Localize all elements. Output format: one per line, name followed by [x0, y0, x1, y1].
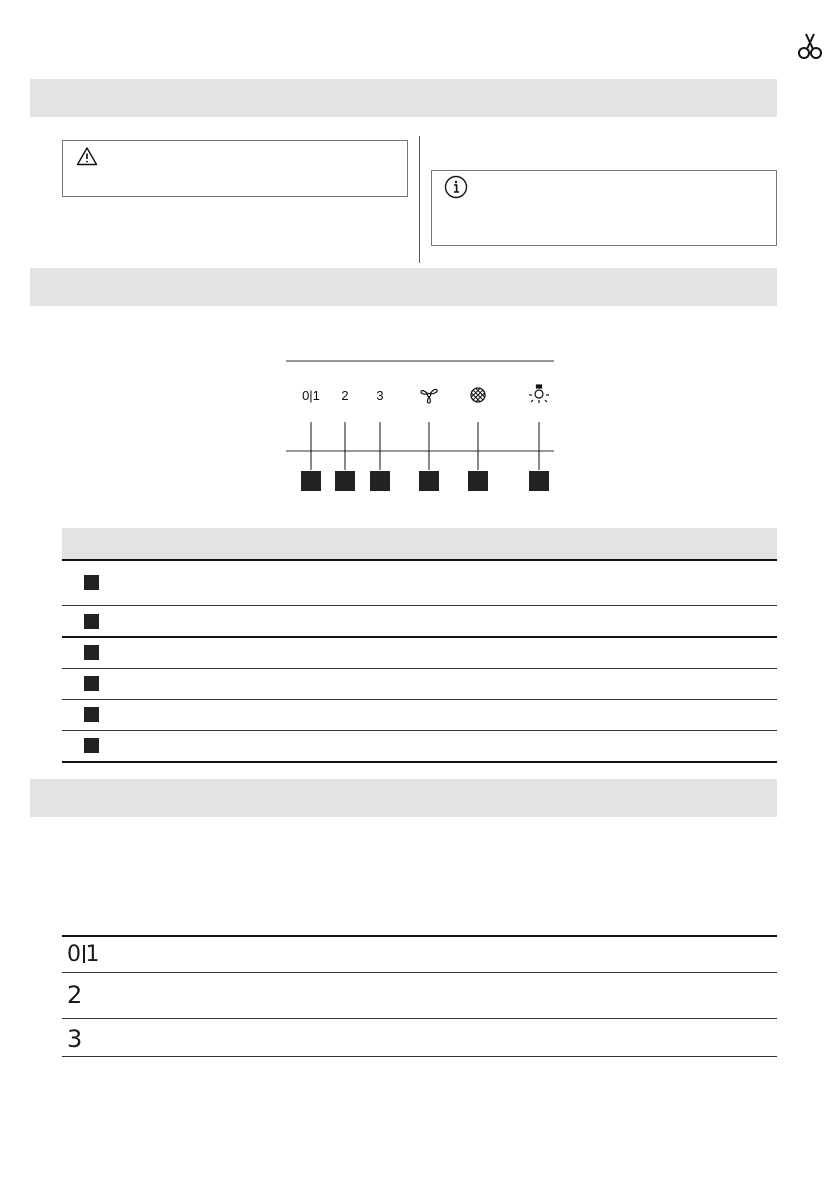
- column-divider: [419, 136, 420, 263]
- callout-marker-5: [468, 471, 488, 491]
- callout-marker-4: [419, 471, 439, 491]
- section-header-2: [30, 268, 777, 306]
- info-icon: [444, 175, 468, 199]
- speed-symbol-3: 3: [67, 1025, 83, 1053]
- table-rule: [62, 730, 777, 731]
- on-off-left: 0: [67, 942, 82, 967]
- callout-marker-2: [335, 471, 355, 491]
- legend-marker-3: [84, 645, 99, 660]
- on-off-separator: [83, 945, 85, 963]
- section-header-1: [30, 79, 777, 117]
- table-rule: [62, 1056, 777, 1057]
- table-rule: [62, 935, 777, 937]
- callout-marker-1: [301, 471, 321, 491]
- button-label-speed-3: 3: [376, 388, 384, 403]
- table-rule: [62, 668, 777, 669]
- legend-marker-1: [84, 575, 99, 590]
- table-rule: [62, 972, 777, 973]
- legend-marker-2: [84, 614, 99, 629]
- on-off-right: 1: [85, 942, 100, 967]
- table-rule: [62, 636, 777, 638]
- table-rule: [62, 1018, 777, 1019]
- legend-marker-4: [84, 676, 99, 691]
- table-rule: [62, 699, 777, 700]
- speed-symbol-2: 2: [67, 981, 83, 1009]
- legend-table-header: [62, 528, 777, 559]
- legend-marker-6: [84, 738, 99, 753]
- warning-box: [62, 140, 408, 197]
- callout-marker-3: [370, 471, 390, 491]
- warning-icon: [76, 146, 98, 166]
- grease-filter-icon: [471, 388, 485, 402]
- speed-symbol-on-off: [67, 944, 100, 966]
- info-box: [431, 170, 777, 246]
- control-panel-diagram: [280, 345, 570, 495]
- section-header-3: [30, 779, 777, 817]
- table-rule: [62, 605, 777, 606]
- callout-marker-6: [529, 471, 549, 491]
- legend-marker-5: [84, 707, 99, 722]
- fan-icon: [421, 389, 437, 403]
- light-icon: [529, 385, 549, 403]
- table-rule: [62, 761, 777, 763]
- button-label-speed-2: 2: [341, 388, 349, 403]
- button-label-on-off: 0|1: [302, 388, 320, 403]
- table-rule: [62, 559, 777, 561]
- scissors-icon: [796, 32, 824, 62]
